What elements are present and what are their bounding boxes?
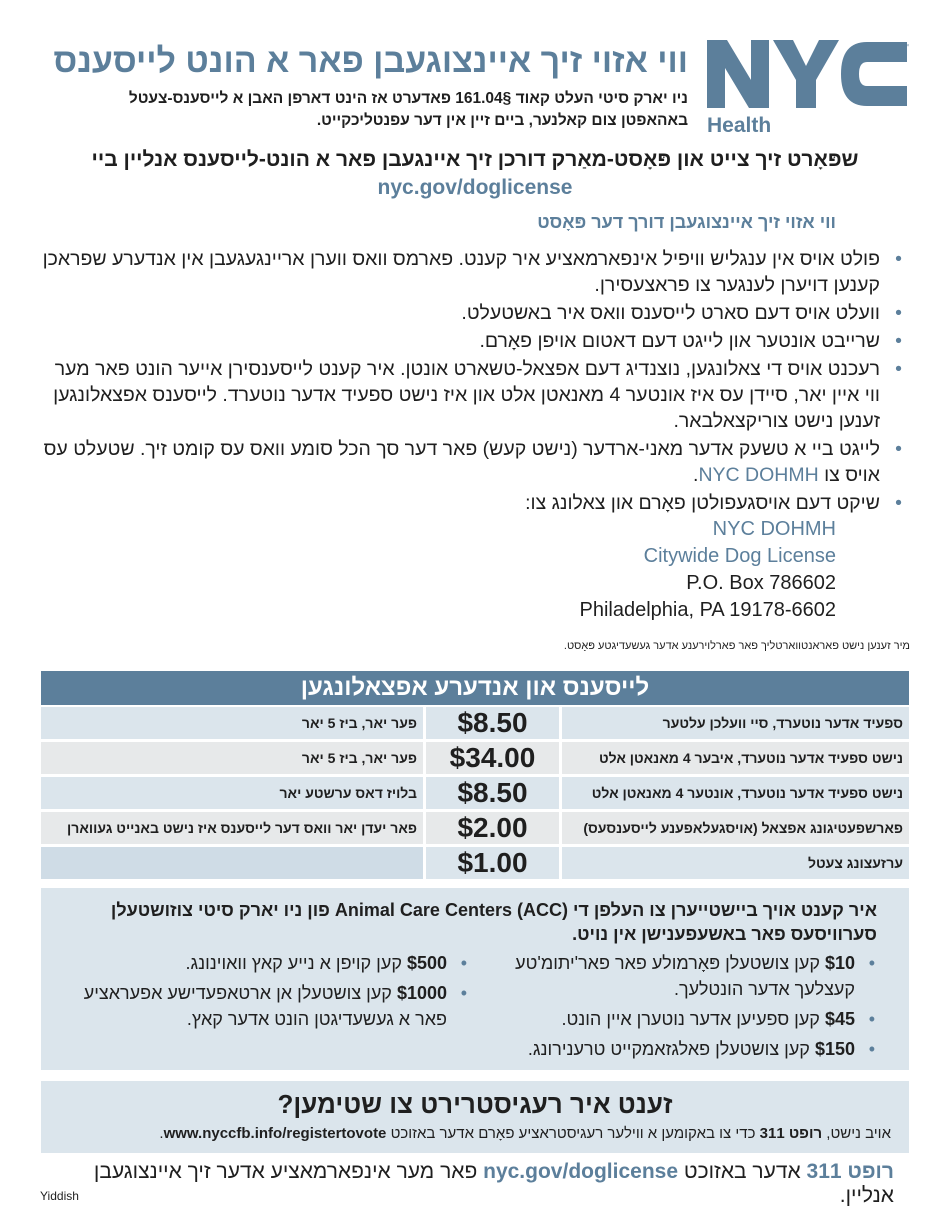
mail-steps-list [40,246,910,518]
fee-term: בלויז דאס ערשטע יאר [41,777,423,809]
footer-link[interactable]: nyc.gov/doglicense [483,1160,679,1183]
acc-donation-panel [41,888,909,1070]
voter-text-b: כדי צו באקומען א ווילער רעגיסטראציע פאָרם אדער באזוכט [390,1125,756,1142]
page-subtitle [28,88,688,132]
subtitle-line-2: באהאפטן צום קאלנער, ביים זיין אין דער עפנטליכקייט. [316,112,688,129]
voter-link[interactable]: www.nyccfb.info/registertovote [163,1125,387,1142]
donation-text: קען ספעיען אדער נוטערן איין הונט. [561,1009,820,1029]
fee-type: פארשפעטיגונג אפצאל (אויסגעלאפענע לייסענסעס) [562,812,909,844]
footer-info [34,1160,894,1208]
voter-text-end: . [159,1125,164,1142]
payee-name: NYC DOHMH [698,464,819,486]
list-item [495,950,855,1002]
acc-donation-list-left [67,950,447,1036]
address-line: Philadelphia, PA 19178-6602 [579,599,836,621]
fee-term [41,847,423,879]
donation-amount: $1000 [396,983,447,1003]
donation-text: קען קויפן א נייע קאץ וואוינונג. [185,953,402,973]
donation-text: קען צושטעלן פאלגזאמקייט טרענירונג. [527,1039,810,1059]
voter-call-311: רופט 311 [759,1125,823,1142]
fee-price: $1.00 [426,847,559,879]
mail-disclaimer: מיר זענען נישט פאראנטווארטליך פאר פארלוירענע אדער געשעדיגטע פּאָסט. [563,640,910,652]
address-line: Citywide Dog License [643,545,836,567]
donation-amount: $500 [406,953,447,973]
fee-type: נישט ספעיד אדער נוטערד, איבער 4 מאנאטן אלט [562,742,909,774]
list-item [495,1006,855,1032]
voter-text-a: אויב נישט, [826,1125,891,1142]
fees-heading: לייסענס און אנדערע אפצאלונגען [41,671,909,705]
fee-type: ערזעצונג צעטל [562,847,909,879]
mail-step: • רעכנט אויס די צאלונגען, נוצנדיג דעם אפצאל-טשארט אונטן. איר קענט לייסענסירן אייער הונט פאר מער ווי איין יאר, סיידן עס איז אונטער 4 מאנאטן אלט און איז נישט ספעיד אדער נוטערד. לייסענס אפצאלונגען זענען נישט צוריקצאלבאר. [40,356,880,434]
table-row [41,742,909,774]
mail-step-text: לייגט ביי א טשעק אדער מאני-ארדער (נישט קעש) פאר דער סך הכל סומע וואס עס קומט זיך. שטעלט עס אויס צו [43,438,880,486]
address-line: NYC DOHMH [712,518,836,540]
voter-registration-panel [41,1081,909,1153]
fee-type: נישט ספעיד אדער נוטערד, אונטער 4 מאנאטן אלט [562,777,909,809]
fee-type: ספעיד אדער נוטערד, סיי וועלכן עלטער [562,707,909,739]
mail-step: • לייגט ביי א טשעק אדער מאני-ארדער (נישט קעש) פאר דער סך הכל סומע וואס עס קומט זיך. שטעלט עס אויס צו NYC DOHMH. [40,436,880,488]
list-item [67,950,447,976]
nyc-logo-icon [707,40,911,110]
language-label: Yiddish [40,1189,79,1203]
svg-text:™: ™ [903,44,909,50]
subtitle-line-1: ניו יארק סיטי העלט קאוד §161.04 פאדערט אז הינט דארפן האבן א לייסענס-צעטל [128,90,688,107]
table-row [41,812,909,844]
health-label: Health [707,114,772,137]
online-apply-link[interactable]: nyc.gov/doglicense [377,176,573,199]
page-title: ווי אזוי זיך איינצוגעבן פאר א הונט לייסענס [53,42,688,80]
fee-price: $34.00 [426,742,559,774]
footer-text-b: פאר מער אינפארמאציע אדער זיך איינצוגעבן אנליין. [93,1160,894,1207]
mail-step: • שרייבט אונטער און לייגט דעם דאטום אויפן פאָרם. [40,328,880,354]
mail-step: • שיקט דעם אויסגעפולטן פאָרם און צאלונג צו: [40,490,880,516]
mail-step: • פולט אויס אין ענגליש וויפיל אינפארמאציע איר קענט. פארמס וואס ווערן אריינגעגעבן אין אנדערע שפראכן קענען דויערן לענגער צו פראצעסירן. [40,246,880,298]
donation-text: קען צושטעלן פּאָרמולע פאר פאר'יתומ'טע קעצלעך אדער הונטלעך. [515,953,855,999]
voter-title: זענט איר רעגיסטרירט צו שטימען? [277,1089,673,1119]
mailing-address [579,516,836,624]
nyc-health-logo [707,40,911,138]
fee-term: פער יאר, ביז 5 יאר [41,707,423,739]
fee-price: $2.00 [426,812,559,844]
donation-amount: $45 [824,1009,855,1029]
list-item [495,1036,855,1062]
online-apply-text: שפּאָרט זיך צייט און פּאָסט-מאַרק דורכן זיך איינגעבן פאר א הונט-לייסענס אנליין ביי [91,148,859,171]
mail-section-heading: ווי אזוי זיך איינצוגעבן דורך דער פּאָסט [537,212,836,232]
fee-term: פאר יעדן יאר וואס דער לייסענס איז נישט באנייט געווארן [41,812,423,844]
table-row [41,847,909,879]
list-item [67,980,447,1032]
address-line: P.O. Box 786602 [686,572,836,594]
footer-call-311: רופט 311 [806,1160,894,1183]
fees-table [41,707,909,882]
acc-title: איר קענט אויך ביישטייערן צו העלפן די Animal Care Centers (ACC) פון ניו יארק סיטי צוזושטעלן סערוויסעס פאר באשעפענישן אין נויט. [110,900,877,944]
table-row [41,707,909,739]
fee-price: $8.50 [426,707,559,739]
fee-term: פער יאר, ביז 5 יאר [41,742,423,774]
footer-text-a: אדער באזוכט [683,1160,801,1183]
donation-amount: $10 [824,953,855,973]
donation-amount: $150 [814,1039,855,1059]
mail-step: • וועלט אויס דעם סארט לייסענס וואס איר באשטעלט. [40,300,880,326]
table-row [41,777,909,809]
voter-text [51,1125,891,1142]
acc-donation-list-right [495,950,855,1066]
fee-price: $8.50 [426,777,559,809]
donation-text: קען צושטעלן אן ארטאפעדישע אפעראציע פאר א געשעדיגטן הונט אדער קאץ. [83,983,447,1029]
